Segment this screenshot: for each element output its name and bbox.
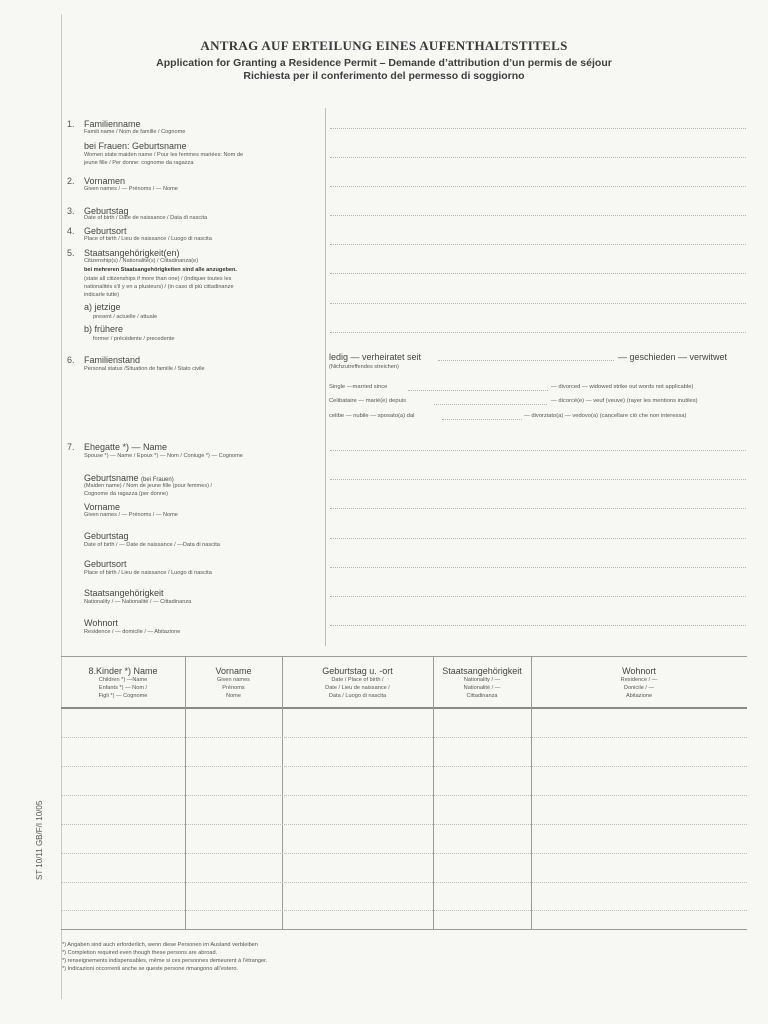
- field-7a-sublabel-2: Cognome da ragazza (per donne): [84, 491, 168, 497]
- field-1b-sublabel-2: jeune fille / Per donne: cognome da ragazza: [84, 160, 194, 166]
- field-7d-label: Geburtsort: [84, 559, 127, 569]
- spouse-residence-input[interactable]: [330, 625, 746, 626]
- marital-status-it-b: — divorziato(a) — vedovo(a) (cancellare ciò che non interessa): [524, 413, 687, 419]
- field-5a-sublabel: present / actuelle / attuale: [93, 314, 158, 320]
- birth-name-input[interactable]: [330, 157, 746, 158]
- married-since-fr-input[interactable]: [434, 404, 547, 405]
- table-row[interactable]: [61, 737, 747, 738]
- field-7e-label: Staatsangehörigkeit: [84, 588, 164, 598]
- table-row[interactable]: [61, 853, 747, 854]
- citizenship-input[interactable]: [330, 273, 746, 274]
- field-4-number: 4.: [67, 226, 75, 236]
- field-4-label: Geburtsort: [84, 226, 127, 236]
- field-7e-sublabel: Nationality / — Nationalité / — Cittadinanza: [84, 599, 192, 605]
- field-7-number: 7.: [67, 442, 75, 452]
- field-5-sublabel: Citizenship(s) / Nationalité(s) / Cittadinanza(e): [84, 258, 199, 264]
- married-since-it-input[interactable]: [442, 419, 522, 420]
- marital-status-en-b: — divorced — widowed strike out words not applicable): [551, 384, 694, 390]
- field-5b-label: b) frühere: [84, 324, 124, 334]
- field-2-label: Vornamen: [84, 176, 126, 186]
- place-of-birth-input[interactable]: [330, 244, 746, 245]
- marital-status-de-note: (Nichzutreffendes streichen): [329, 364, 399, 370]
- field-1-sublabel: Famili name / Nom de famille / Cognome: [84, 129, 186, 135]
- spouse-nationality-input[interactable]: [330, 596, 746, 597]
- field-4-sublabel: Place of birth / Lieu de naissance / Luogo di nascita: [84, 236, 212, 242]
- field-7c-label: Geburtstag: [84, 531, 129, 541]
- field-7f-sublabel: Residence / — domicile / — Abitazione: [84, 629, 181, 635]
- table-row[interactable]: [61, 882, 747, 883]
- form-title-italian: Richiesta per il conferimento del permesso di soggiorno: [243, 70, 525, 82]
- former-citizenship-input[interactable]: [330, 332, 746, 333]
- field-6-label: Familienstand: [84, 355, 141, 365]
- field-1b-sublabel-1: Women state maiden name / Pour les femmes mariées: Nom de: [84, 152, 244, 158]
- children-table: [61, 656, 747, 930]
- field-5b-sublabel: former / précédente / precedente: [93, 336, 175, 342]
- married-since-input[interactable]: [438, 360, 614, 361]
- field-5-note-1: (state all citizenships if more than one) / (indiquer toutes les: [84, 276, 232, 282]
- current-citizenship-input[interactable]: [330, 303, 746, 304]
- field-7f-label: Wohnort: [84, 618, 118, 628]
- field-5-instruction: bei mehreren Staatsangehörigkeiten sind alle anzugeben.: [84, 267, 237, 273]
- footnote-italian: *) Indicazioni occorrenti anche se queste persone rimangono all’estero.: [62, 966, 238, 972]
- field-1-label: Familienname: [84, 119, 141, 129]
- field-7-label: Ehegatte *) — Name: [84, 442, 168, 452]
- field-3-label: Geburtstag: [84, 206, 129, 216]
- field-6-sublabel: Personal status /Situation de famille / Stato civile: [84, 366, 205, 372]
- spouse-birth-place-input[interactable]: [330, 567, 746, 568]
- form-code: ST 10/11 GB/F/I 10/05: [35, 800, 44, 880]
- field-3-number: 3.: [67, 206, 75, 216]
- table-header-border: [61, 707, 747, 709]
- field-1-number: 1.: [67, 119, 75, 129]
- table-row[interactable]: [61, 766, 747, 767]
- table-header-children-name: 8.Kinder *) Name Children *) —Name Enfants *) — Nom / Figli *) — Cognome: [88, 666, 158, 700]
- footnote-german: *) Angaben sind auch erforderlich, wenn diese Personen im Ausland verbleiben: [62, 942, 258, 948]
- field-7b-label: Vorname: [84, 502, 121, 512]
- footnote-english: *) Completion required even though these persons are abroad.: [62, 950, 218, 956]
- field-3-sublabel: Date of birth / Date de naissance / Data di nascita: [84, 215, 208, 221]
- marital-status-de-options-2: — geschieden — verwitwet: [618, 352, 728, 362]
- family-name-input[interactable]: [330, 128, 746, 129]
- spouse-birth-name-input[interactable]: [330, 479, 746, 480]
- field-5-number: 5.: [67, 248, 75, 258]
- table-top-border: [61, 656, 747, 657]
- field-5-note-3: indicarle tutte): [84, 292, 120, 298]
- date-of-birth-input[interactable]: [330, 215, 746, 216]
- column-divider: [325, 108, 326, 646]
- spouse-name-input[interactable]: [330, 450, 746, 451]
- field-7b-sublabel: Given names / — Prénoms / — Nome: [84, 512, 178, 518]
- table-header-residence: Wohnort Residence / — Donicile / — Abitazione: [620, 666, 658, 700]
- table-bottom-border: [61, 929, 747, 930]
- form-title-german: ANTRAG AUF ERTEILUNG EINES AUFENTHALTSTITELS: [200, 38, 568, 53]
- table-header-nationality: Staatsangehörigkeit Nationality / — Nationalité / — Cittadinanza: [442, 666, 522, 700]
- marital-status-it-a: celibe — nubile — sposato(a) dal: [329, 413, 415, 419]
- marital-status-fr-b: — dicorcé(e) — veuf (veuve) (rayer les mentions inutiles): [551, 398, 698, 404]
- footnote-french: *) renseignements indispensables, même si ces personnes demeurent à l’étranger.: [62, 958, 268, 964]
- marital-status-en-a: Single —married since: [329, 384, 388, 390]
- field-5a-label: a) jetzige: [84, 302, 121, 312]
- form-title-english-french: Application for Granting a Residence Permit – Demande d’attribution d’un permis de séjour: [156, 57, 612, 69]
- spouse-given-name-input[interactable]: [330, 508, 746, 509]
- spouse-birth-date-input[interactable]: [330, 538, 746, 539]
- field-6-number: 6.: [67, 355, 75, 365]
- married-since-en-input[interactable]: [408, 390, 548, 391]
- field-1b-label: bei Frauen: Geburtsname: [84, 141, 187, 151]
- marital-status-de-options: ledig — verheiratet seit: [329, 352, 422, 362]
- table-row[interactable]: [61, 795, 747, 796]
- field-7-sublabel: Spouse *) — Name / Epoux *) — Nom / Coniuge *) — Cognome: [84, 453, 243, 459]
- field-7d-sublabel: Place of birth / Lieu de naissance / Luogo di nascita: [84, 570, 212, 576]
- field-7c-sublabel: Date of birth / — Date de naissance / —Data di nascita: [84, 542, 220, 548]
- field-2-sublabel: Given names / — Prénoms / — Nome: [84, 186, 178, 192]
- field-5-note-2: nationalités s’il y en a plusieurs) / (in caso di più cittadinanze: [84, 284, 234, 290]
- table-row[interactable]: [61, 910, 747, 911]
- table-row[interactable]: [61, 824, 747, 825]
- field-2-number: 2.: [67, 176, 75, 186]
- table-header-given-name: Vorname Given names Prénoms Nome: [215, 666, 252, 700]
- field-7a-sublabel-1: (Maiden name) / Nom de jeune fille (pour femmes) /: [84, 483, 213, 489]
- given-names-input[interactable]: [330, 186, 746, 187]
- marital-status-fr-a: Celibataire — marié(e) depuis: [329, 398, 407, 404]
- field-7a-label: Geburtsname (bei Frauen): [84, 473, 174, 483]
- field-5-label: Staatsangehörigkeit(en): [84, 248, 180, 258]
- table-header-birth-date-place: Geburtstag u. -ort Date / Place of birth / Date / Lieu de naissance / Data / Luogo di nascita: [322, 666, 393, 700]
